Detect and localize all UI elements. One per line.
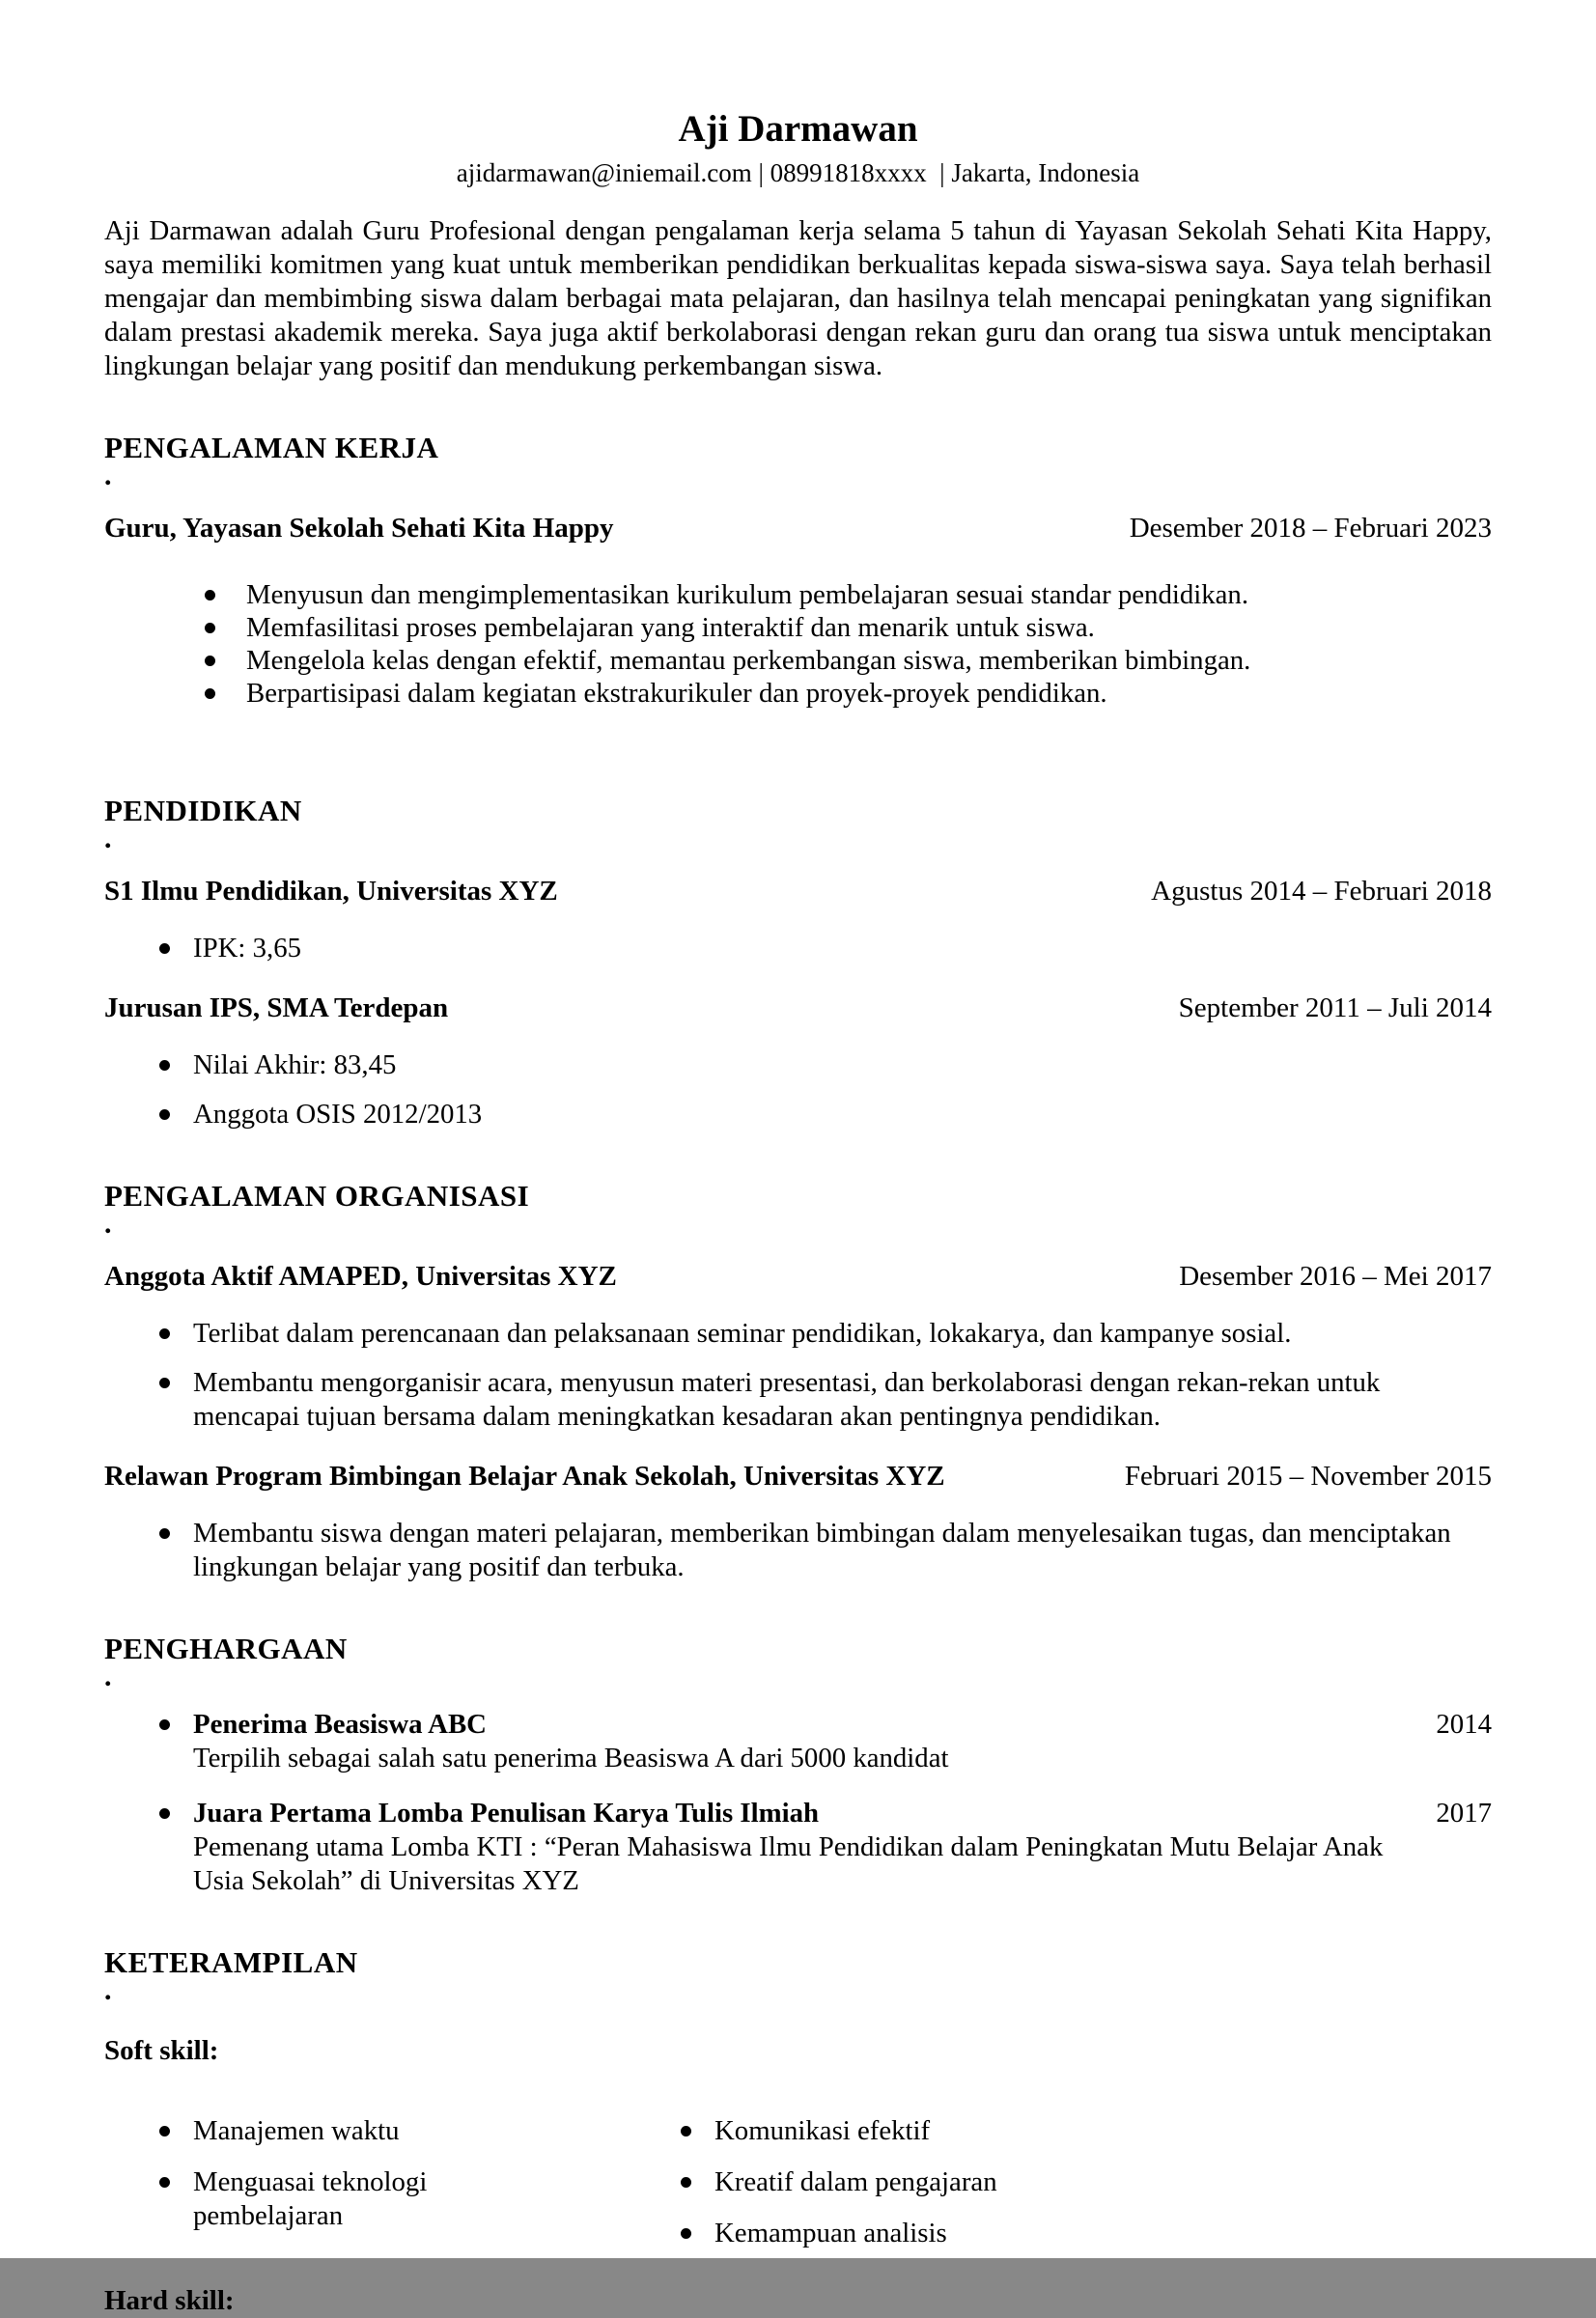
work-bullet-list xyxy=(104,578,1492,710)
resume-name: Aji Darmawan xyxy=(678,108,918,150)
education-entry-header xyxy=(104,874,1492,908)
bullet-text: Membantu mengorganisir acara, menyusun materi presentasi, dan berkolaborasi dengan rekan-rekan untuk mencapai tujuan bersama dalam meningkatkan kesadaran akan pentingnya pendidikan. xyxy=(193,1367,1381,1432)
list-item xyxy=(104,578,1492,611)
section-organization-marker-dot: . xyxy=(104,1208,112,1240)
list-item xyxy=(104,1098,1492,1131)
organization-role: Relawan Program Bimbingan Belajar Anak Sekolah, Universitas XYZ xyxy=(104,1461,945,1492)
bullet-icon xyxy=(159,1719,170,1730)
skill-item xyxy=(104,2165,626,2233)
organization-role: Anggota Aktif AMAPED, Universitas XYZ xyxy=(104,1261,617,1292)
list-item xyxy=(104,677,1492,710)
bullet-text: IPK: 3,65 xyxy=(193,933,301,964)
section-skills-title: KETERAMPILAN xyxy=(104,1945,358,1979)
skill-text: Manajemen waktu xyxy=(193,2115,400,2146)
skill-item xyxy=(626,2165,997,2199)
section-awards xyxy=(104,1631,1492,1898)
bullet-icon xyxy=(159,2126,170,2136)
skill-text: Kemampuan analisis xyxy=(714,2218,947,2248)
award-name: Penerima Beasiswa ABC xyxy=(193,1709,487,1740)
skill-item xyxy=(104,2114,626,2148)
bullet-text: Menyusun dan mengimplementasikan kurikulum pembelajaran sesuai standar pendidikan. xyxy=(246,579,1249,610)
bullet-icon xyxy=(205,590,215,600)
award-description: Terpilih sebagai salah satu penerima Beasiswa A dari 5000 kandidat xyxy=(193,1743,949,1773)
summary-paragraph: Aji Darmawan adalah Guru Profesional dengan pengalaman kerja selama 5 tahun di Yayasan Sekolah Sehati Kita Happy, saya memiliki komitmen yang kuat untuk memberikan pendidikan berkualitas kepada siswa-siswa saya. Saya telah berhasil mengajar dan membimbing siswa dalam berbagai mata pelajaran, dan hasilnya telah mencapai peningkatan yang signifikan dalam prestasi akademik mereka. Saya juga aktif berkolaborasi dengan rekan guru dan orang tua siswa untuk menciptakan lingkungan belajar yang positif dan mendukung perkembangan siswa. xyxy=(104,215,1492,381)
bullet-icon xyxy=(681,2126,691,2136)
skill-text: Komunikasi efektif xyxy=(714,2115,931,2146)
bullet-icon xyxy=(159,1378,170,1388)
soft-skills-right-column xyxy=(626,2097,997,2250)
bullet-text: Mengelola kelas dengan efektif, memantau perkembangan siswa, memberikan bimbingan. xyxy=(246,645,1251,676)
bullet-text: Nilai Akhir: 83,45 xyxy=(193,1049,397,1080)
bullet-text: Memfasilitasi proses pembelajaran yang interaktif dan menarik untuk siswa. xyxy=(246,612,1095,643)
education-bullet-list xyxy=(104,1048,1492,1131)
soft-skill-label: Soft skill: xyxy=(104,2035,219,2066)
list-item xyxy=(104,1517,1492,1584)
section-work-title: PENGALAMAN KERJA xyxy=(104,431,439,464)
section-skills-marker-dot: . xyxy=(104,1974,112,2006)
education-entry-header xyxy=(104,991,1492,1025)
award-year: 2017 xyxy=(1436,1798,1492,1829)
list-item xyxy=(104,1366,1492,1434)
organization-bullet-list xyxy=(104,1517,1492,1584)
skill-text: Kreatif dalam pengajaran xyxy=(714,2166,997,2197)
education-degree: Jurusan IPS, SMA Terdepan xyxy=(104,992,449,1023)
award-head xyxy=(193,1797,1492,1830)
bullet-text: Anggota OSIS 2012/2013 xyxy=(193,1099,483,1130)
skill-item xyxy=(626,2217,997,2250)
section-education xyxy=(104,793,1492,1131)
organization-dates: Desember 2016 – Mei 2017 xyxy=(1179,1261,1492,1292)
soft-skills-left-column xyxy=(104,2097,626,2250)
award-body xyxy=(193,1708,1492,1775)
bullet-icon xyxy=(159,943,170,954)
list-item xyxy=(104,1048,1492,1082)
award-item xyxy=(104,1708,1492,1775)
education-dates: September 2011 – Juli 2014 xyxy=(1178,992,1492,1023)
soft-skills-columns xyxy=(104,2074,1492,2250)
bullet-icon xyxy=(159,2177,170,2188)
bullet-icon xyxy=(205,656,215,666)
bullet-icon xyxy=(159,1808,170,1819)
award-item xyxy=(104,1797,1492,1898)
section-skills xyxy=(104,1944,1492,2318)
section-organization-title: PENGALAMAN ORGANISASI xyxy=(104,1179,530,1213)
bullet-text: Membantu siswa dengan materi pelajaran, memberikan bimbingan dalam menyelesaikan tugas, dan menciptakan lingkungan belajar yang positif dan terbuka. xyxy=(193,1518,1451,1582)
work-entry-dates: Desember 2018 – Februari 2023 xyxy=(1129,513,1492,544)
skill-text: Menguasai teknologi pembelajaran xyxy=(193,2166,428,2231)
education-bullet-list xyxy=(104,932,1492,965)
bullet-icon xyxy=(681,2228,691,2239)
bullet-icon xyxy=(159,1060,170,1071)
organization-entry-header xyxy=(104,1459,1492,1494)
award-name: Juara Pertama Lomba Penulisan Karya Tulis Ilmiah xyxy=(193,1798,819,1829)
section-awards-marker-dot: . xyxy=(104,1661,112,1692)
bullet-text: Terlibat dalam perencanaan dan pelaksanaan seminar pendidikan, lokakarya, dan kampanye sosial. xyxy=(193,1318,1292,1349)
bullet-icon xyxy=(205,623,215,633)
work-entry-role: Guru, Yayasan Sekolah Sehati Kita Happy xyxy=(104,513,614,544)
award-body xyxy=(193,1797,1492,1898)
section-organization xyxy=(104,1178,1492,1584)
skill-item xyxy=(626,2114,997,2148)
section-work xyxy=(104,430,1492,710)
bullet-icon xyxy=(159,1328,170,1339)
organization-bullet-list xyxy=(104,1317,1492,1434)
bullet-icon xyxy=(159,1528,170,1539)
section-work-marker-dot: . xyxy=(104,460,112,491)
section-awards-title: PENGHARGAAN xyxy=(104,1632,348,1665)
education-degree: S1 Ilmu Pendidikan, Universitas XYZ xyxy=(104,876,558,907)
organization-entry-header xyxy=(104,1259,1492,1294)
bullet-icon xyxy=(681,2177,691,2188)
work-entry-header xyxy=(104,511,1492,545)
list-item xyxy=(104,1317,1492,1351)
bullet-icon xyxy=(205,688,215,699)
list-item xyxy=(104,611,1492,644)
award-head xyxy=(193,1708,1492,1742)
section-education-title: PENDIDIKAN xyxy=(104,794,302,827)
education-dates: Agustus 2014 – Februari 2018 xyxy=(1151,876,1492,907)
award-year: 2014 xyxy=(1436,1709,1492,1740)
hard-skill-label: Hard skill: xyxy=(104,2285,235,2316)
contact-line: ajidarmawan@iniemail.com | 08991818xxxx | Jakarta, Indonesia xyxy=(456,158,1140,187)
award-description: Pemenang utama Lomba KTI : “Peran Mahasiswa Ilmu Pendidikan dalam Peningkatan Mutu Belajar Anak Usia Sekolah” di Universitas XYZ xyxy=(193,1831,1384,1896)
bullet-icon xyxy=(159,1109,170,1120)
bullet-text: Berpartisipasi dalam kegiatan ekstrakurikuler dan proyek-proyek pendidikan. xyxy=(246,678,1107,709)
list-item xyxy=(104,932,1492,965)
organization-dates: Februari 2015 – November 2015 xyxy=(1124,1461,1492,1492)
section-education-marker-dot: . xyxy=(104,823,112,854)
list-item xyxy=(104,644,1492,677)
